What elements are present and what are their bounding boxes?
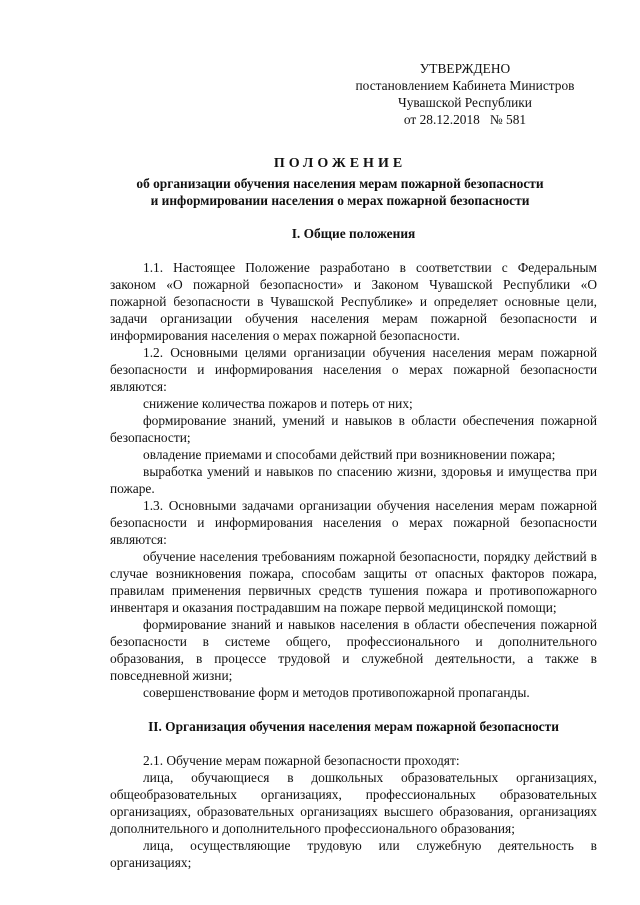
approval-stamp — [340, 60, 590, 128]
approval-title: УТВЕРЖДЕНО — [419, 61, 511, 76]
paragraph-1-3: 1.3. Основными задачами организации обучения населения мерам пожарной безопасности и информирования населения о мерах пожарной безопасности являются: — [110, 498, 597, 547]
paragraph-2-1-item-1: лица, обучающиеся в дошкольных образовательных организациях, общеобразовательных организациях, профессиональных образовательных организациях, образовательных организациях высшего образования, организациях дополнительного и дополнительного профессионального образования; — [110, 770, 597, 836]
approval-date-number: от 28.12.2018 № 581 — [403, 112, 527, 127]
section-heading-2: II. Организация обучения населения мерам пожарной безопасности — [148, 719, 559, 734]
paragraph-2-1-item-2: лица, осуществляющие трудовую или служебную деятельность в организациях; — [110, 838, 597, 870]
paragraph-1-3-item-2: формирование знаний и навыков населения в области обеспечения пожарной безопасности в системе общего, профессионального и дополнительного образования, в процессе трудовой и служебной деятельности, а также в повседневной жизни; — [110, 617, 597, 683]
paragraph-1-1: 1.1. Настоящее Положение разработано в соответствии с Федеральным законом «О пожарной безопасности» и Законом Чувашской Республики «О пожарной безопасности в Чувашской Республике» и определяет основные цели, задачи организации обучения населения мерам пожарной безопасности и информирования населения о мерах пожарной безопасности. — [110, 260, 597, 343]
paragraph-1-3-item-3: совершенствование форм и методов противопожарной пропаганды. — [143, 685, 530, 700]
title-main: ПОЛОЖЕНИЕ — [273, 156, 407, 171]
approval-republic: Чувашской Республики — [398, 95, 532, 110]
paragraph-2-1: 2.1. Обучение мерам пожарной безопасности проходят: — [143, 753, 460, 768]
paragraph-1-3-item-1: обучение населения требованиям пожарной безопасности, порядку действий в случае возникновения пожара, способам защиты от опасных факторов пожара, правилам применения первичных средств тушения пожара и противопожарного инвентаря и оказания пострадавшим на пожаре первой медицинской помощи; — [110, 549, 597, 615]
document-title — [80, 155, 600, 209]
approval-issuer: постановлением Кабинета Министров — [355, 78, 575, 93]
paragraph-1-2-item-1: снижение количества пожаров и потерь от них; — [143, 396, 413, 411]
paragraph-1-2-item-4: выработка умений и навыков по спасению жизни, здоровья и имущества при пожаре. — [110, 464, 597, 496]
paragraph-1-2-item-2: формирование знаний, умений и навыков в области обеспечения пожарной безопасности; — [110, 413, 597, 445]
paragraph-1-2-item-3: овладение приемами и способами действий при возникновении пожара; — [143, 447, 556, 462]
title-subtitle-line2: и информировании населения о мерах пожарной безопасности — [150, 193, 530, 208]
section-heading-1: I. Общие положения — [291, 226, 416, 241]
title-subtitle-line1: об организации обучения населения мерам пожарной безопасности — [136, 176, 544, 191]
paragraph-1-2: 1.2. Основными целями организации обучения населения мерам пожарной безопасности и информирования населения о мерах пожарной безопасности являются: — [110, 345, 597, 394]
document-body — [110, 225, 597, 871]
